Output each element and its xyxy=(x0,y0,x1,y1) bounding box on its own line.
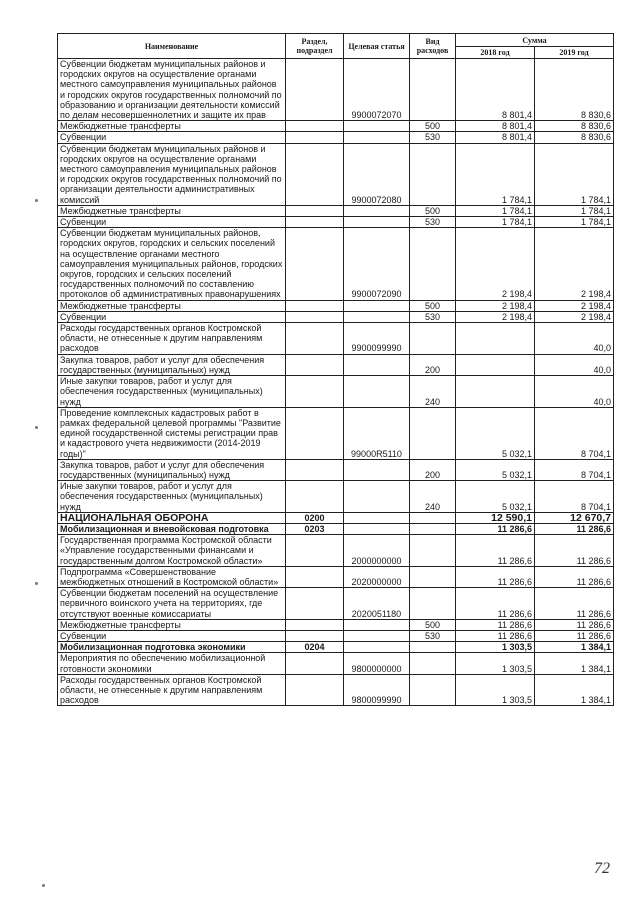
row-kind xyxy=(410,407,456,459)
row-sum-2018: 1 303,5 xyxy=(456,653,535,674)
row-target: 9800099990 xyxy=(344,674,410,706)
table-body xyxy=(58,59,614,706)
row-sum-2019: 2 198,4 xyxy=(535,311,614,322)
table-row xyxy=(58,228,614,300)
row-kind: 240 xyxy=(410,481,456,513)
row-target xyxy=(344,311,410,322)
row-sum-2019: 40,0 xyxy=(535,354,614,375)
row-target: 2020051180 xyxy=(344,588,410,620)
row-target xyxy=(344,630,410,641)
row-target xyxy=(344,132,410,143)
row-name: Субвенции xyxy=(58,217,286,228)
row-target xyxy=(344,642,410,653)
row-kind: 500 xyxy=(410,205,456,216)
row-name: Проведение комплексных кадастровых работ в рамках федеральной целевой программы "Развитие единой государственной системы регистрации прав и кадастрового учета недвижимости (2014-2019 годы)" xyxy=(58,407,286,459)
row-kind xyxy=(410,674,456,706)
row-section xyxy=(286,674,344,706)
table-row xyxy=(58,512,614,523)
row-name: Иные закупки товаров, работ и услуг для обеспечения государственных (муниципальных) нужд xyxy=(58,376,286,408)
row-section xyxy=(286,653,344,674)
row-sum-2018: 1 784,1 xyxy=(456,205,535,216)
row-sum-2018: 8 801,4 xyxy=(456,59,535,121)
row-kind xyxy=(410,588,456,620)
row-sum-2019: 11 286,6 xyxy=(535,535,614,567)
table-row xyxy=(58,535,614,567)
row-section xyxy=(286,588,344,620)
row-sum-2019: 11 286,6 xyxy=(535,566,614,587)
row-sum-2018: 11 286,6 xyxy=(456,619,535,630)
row-section xyxy=(286,459,344,480)
table-row xyxy=(58,59,614,121)
row-target: 9900072080 xyxy=(344,143,410,205)
table-row xyxy=(58,630,614,641)
row-target xyxy=(344,459,410,480)
row-sum-2018: 5 032,1 xyxy=(456,459,535,480)
row-section xyxy=(286,132,344,143)
row-name: Мероприятия по обеспечению мобилизационной готовности экономики xyxy=(58,653,286,674)
row-sum-2019: 8 830,6 xyxy=(535,59,614,121)
scan-mark xyxy=(35,582,38,585)
row-target: 9900072090 xyxy=(344,228,410,300)
row-section xyxy=(286,217,344,228)
table-row xyxy=(58,205,614,216)
row-name: Межбюджетные трансферты xyxy=(58,619,286,630)
row-sum-2019: 1 384,1 xyxy=(535,674,614,706)
row-kind: 200 xyxy=(410,459,456,480)
row-sum-2018: 11 286,6 xyxy=(456,588,535,620)
table-row xyxy=(58,523,614,534)
row-sum-2019: 12 670,7 xyxy=(535,512,614,523)
header-kind: Вид расходов xyxy=(410,34,456,59)
table-row xyxy=(58,132,614,143)
row-sum-2019: 1 384,1 xyxy=(535,642,614,653)
row-name: Межбюджетные трансферты xyxy=(58,205,286,216)
row-kind: 200 xyxy=(410,354,456,375)
row-kind xyxy=(410,566,456,587)
row-section xyxy=(286,481,344,513)
header-section: Раздел, подраздел xyxy=(286,34,344,59)
row-sum-2018: 2 198,4 xyxy=(456,228,535,300)
table-row xyxy=(58,143,614,205)
row-sum-2018: 12 590,1 xyxy=(456,512,535,523)
row-target: 2000000000 xyxy=(344,535,410,567)
row-target xyxy=(344,512,410,523)
table-row xyxy=(58,376,614,408)
row-sum-2019: 8 704,1 xyxy=(535,407,614,459)
row-target xyxy=(344,300,410,311)
row-section xyxy=(286,205,344,216)
row-name: Иные закупки товаров, работ и услуг для обеспечения государственных (муниципальных) нужд xyxy=(58,481,286,513)
row-kind xyxy=(410,59,456,121)
row-sum-2019: 11 286,6 xyxy=(535,523,614,534)
row-name: Субвенции xyxy=(58,630,286,641)
table-row xyxy=(58,354,614,375)
row-target xyxy=(344,481,410,513)
table-row xyxy=(58,619,614,630)
row-sum-2019: 8 830,6 xyxy=(535,121,614,132)
row-name: Закупка товаров, работ и услуг для обеспечения государственных (муниципальных) нужд xyxy=(58,459,286,480)
table-row xyxy=(58,566,614,587)
row-name: Мобилизационная и вневойсковая подготовка xyxy=(58,523,286,534)
row-sum-2018 xyxy=(456,323,535,355)
row-sum-2019: 2 198,4 xyxy=(535,228,614,300)
row-kind xyxy=(410,228,456,300)
table-row xyxy=(58,407,614,459)
row-sum-2018: 11 286,6 xyxy=(456,630,535,641)
scan-mark xyxy=(35,199,38,202)
table-row xyxy=(58,323,614,355)
row-section xyxy=(286,535,344,567)
row-kind xyxy=(410,143,456,205)
row-sum-2019: 8 704,1 xyxy=(535,459,614,480)
row-kind: 240 xyxy=(410,376,456,408)
row-sum-2018: 11 286,6 xyxy=(456,535,535,567)
row-sum-2018: 2 198,4 xyxy=(456,311,535,322)
row-name: Государственная программа Костромской области «Управление государственными финансами и государственным долгом Костромской области» xyxy=(58,535,286,567)
row-sum-2018: 1 303,5 xyxy=(456,674,535,706)
row-target xyxy=(344,523,410,534)
row-sum-2019: 8 830,6 xyxy=(535,132,614,143)
header-target: Целевая статья xyxy=(344,34,410,59)
table-row xyxy=(58,121,614,132)
table-row xyxy=(58,300,614,311)
row-target xyxy=(344,217,410,228)
row-sum-2019: 11 286,6 xyxy=(535,588,614,620)
scan-mark xyxy=(42,884,45,887)
row-target xyxy=(344,354,410,375)
row-sum-2018: 5 032,1 xyxy=(456,407,535,459)
header-year-2018: 2018 год xyxy=(456,47,535,59)
row-target xyxy=(344,619,410,630)
scan-mark xyxy=(35,426,38,429)
row-name: Межбюджетные трансферты xyxy=(58,121,286,132)
row-sum-2019: 11 286,6 xyxy=(535,619,614,630)
row-kind: 530 xyxy=(410,311,456,322)
row-sum-2018 xyxy=(456,376,535,408)
row-kind: 500 xyxy=(410,619,456,630)
row-kind: 530 xyxy=(410,132,456,143)
row-section xyxy=(286,59,344,121)
table-row xyxy=(58,459,614,480)
row-target: 2020000000 xyxy=(344,566,410,587)
table-row xyxy=(58,481,614,513)
row-section xyxy=(286,619,344,630)
row-sum-2018: 8 801,4 xyxy=(456,121,535,132)
row-sum-2018 xyxy=(456,354,535,375)
row-section xyxy=(286,354,344,375)
row-name: Субвенции бюджетам муниципальных районов и городских округов на осуществление органами местного самоуправления муниципальных районов и городских округов государственных полномочий по образованию и организации деятельности комиссий по делам несовершеннолетних и защите их прав xyxy=(58,59,286,121)
row-section xyxy=(286,311,344,322)
row-name: Субвенции xyxy=(58,132,286,143)
row-section xyxy=(286,300,344,311)
row-section xyxy=(286,407,344,459)
row-target: 9900072070 xyxy=(344,59,410,121)
row-name: Субвенции бюджетам муниципальных районов, городских округов, городских и сельских поселений на осуществление органами местного самоуправления муниципальных районов, городских округов, городских и сельских поселений государственных полномочий по составлению протоколов об административных правонарушениях xyxy=(58,228,286,300)
row-kind: 500 xyxy=(410,121,456,132)
row-section xyxy=(286,323,344,355)
row-name: Субвенции xyxy=(58,311,286,322)
budget-table xyxy=(57,33,614,706)
header-sum: Сумма xyxy=(456,34,614,47)
table-header xyxy=(58,34,614,59)
row-section xyxy=(286,630,344,641)
row-target xyxy=(344,376,410,408)
table-row xyxy=(58,674,614,706)
row-name: Мобилизационная подготовка экономики xyxy=(58,642,286,653)
row-section xyxy=(286,566,344,587)
row-name: Закупка товаров, работ и услуг для обеспечения государственных (муниципальных) нужд xyxy=(58,354,286,375)
row-kind xyxy=(410,323,456,355)
row-kind xyxy=(410,523,456,534)
row-section xyxy=(286,376,344,408)
row-sum-2019: 1 384,1 xyxy=(535,653,614,674)
row-section: 0204 xyxy=(286,642,344,653)
row-sum-2018: 1 303,5 xyxy=(456,642,535,653)
table-row xyxy=(58,217,614,228)
row-sum-2019: 1 784,1 xyxy=(535,143,614,205)
header-name: Наименование xyxy=(58,34,286,59)
row-section xyxy=(286,143,344,205)
row-sum-2019: 8 704,1 xyxy=(535,481,614,513)
row-sum-2018: 11 286,6 xyxy=(456,566,535,587)
page-number: 72 xyxy=(594,860,610,877)
row-name: НАЦИОНАЛЬНАЯ ОБОРОНА xyxy=(58,512,286,523)
row-sum-2018: 1 784,1 xyxy=(456,143,535,205)
row-kind xyxy=(410,512,456,523)
row-name: Субвенции бюджетам муниципальных районов и городских округов на осуществление органами местного самоуправления муниципальных районов и городских округов государственных полномочий по организации деятельности административных комиссий xyxy=(58,143,286,205)
row-kind xyxy=(410,653,456,674)
row-name: Подпрограмма «Совершенствование межбюджетных отношений в Костромской области» xyxy=(58,566,286,587)
row-sum-2019: 1 784,1 xyxy=(535,205,614,216)
row-kind: 530 xyxy=(410,217,456,228)
row-sum-2019: 40,0 xyxy=(535,323,614,355)
row-kind: 530 xyxy=(410,630,456,641)
table-row xyxy=(58,653,614,674)
row-name: Субвенции бюджетам поселений на осуществление первичного воинского учета на территориях, где отсутствуют военные комиссариаты xyxy=(58,588,286,620)
row-sum-2019: 1 784,1 xyxy=(535,217,614,228)
row-sum-2018: 8 801,4 xyxy=(456,132,535,143)
row-sum-2018: 5 032,1 xyxy=(456,481,535,513)
row-section: 0200 xyxy=(286,512,344,523)
row-sum-2018: 2 198,4 xyxy=(456,300,535,311)
row-kind xyxy=(410,642,456,653)
row-name: Межбюджетные трансферты xyxy=(58,300,286,311)
row-sum-2019: 40,0 xyxy=(535,376,614,408)
header-year-2019: 2019 год xyxy=(535,47,614,59)
row-target: 9800000000 xyxy=(344,653,410,674)
table-row xyxy=(58,588,614,620)
row-kind: 500 xyxy=(410,300,456,311)
table-row xyxy=(58,642,614,653)
row-target: 9900099990 xyxy=(344,323,410,355)
row-sum-2018: 1 784,1 xyxy=(456,217,535,228)
row-target xyxy=(344,121,410,132)
row-section xyxy=(286,121,344,132)
table-row xyxy=(58,311,614,322)
row-kind xyxy=(410,535,456,567)
row-target xyxy=(344,205,410,216)
row-section xyxy=(286,228,344,300)
row-sum-2018: 11 286,6 xyxy=(456,523,535,534)
row-sum-2019: 2 198,4 xyxy=(535,300,614,311)
row-name: Расходы государственных органов Костромской области, не отнесенные к другим направлениям расходов xyxy=(58,674,286,706)
row-sum-2019: 11 286,6 xyxy=(535,630,614,641)
row-target: 99000R5110 xyxy=(344,407,410,459)
row-section: 0203 xyxy=(286,523,344,534)
row-name: Расходы государственных органов Костромской области, не отнесенные к другим направлениям расходов xyxy=(58,323,286,355)
